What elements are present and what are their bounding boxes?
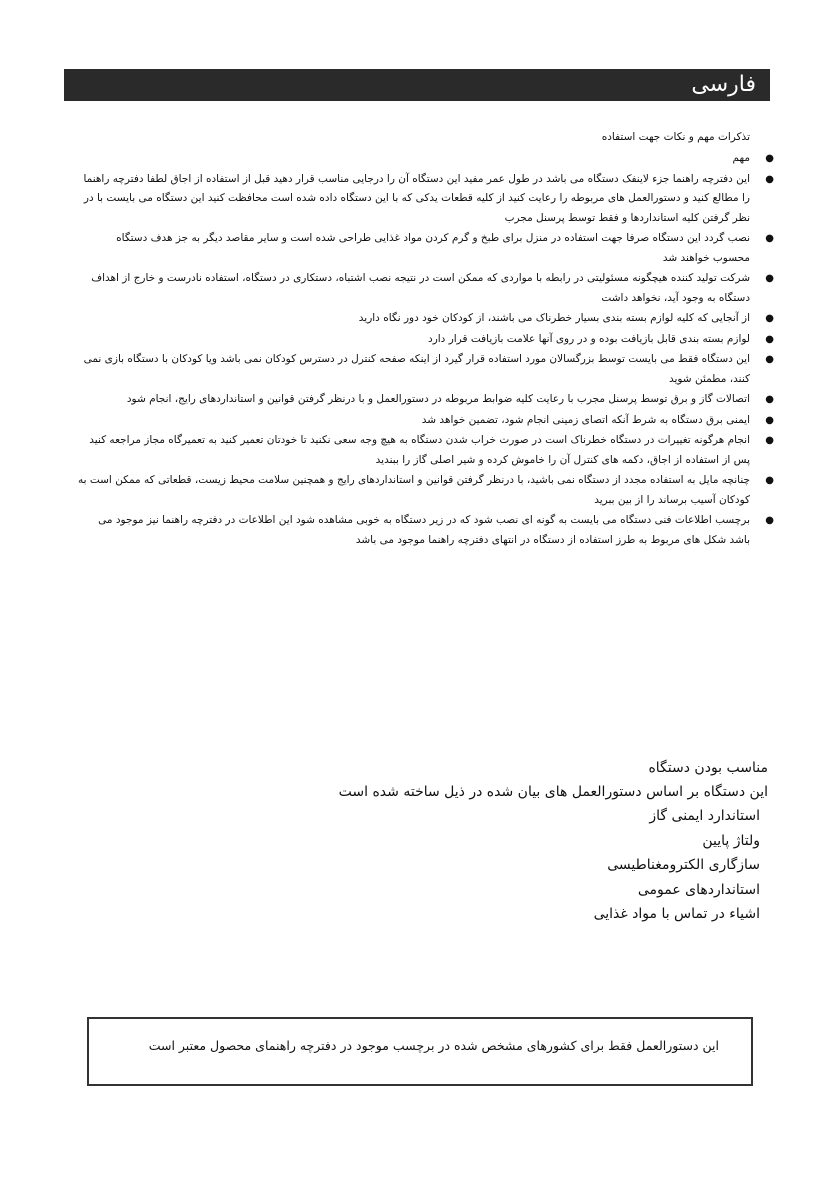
safety-instructions-list <box>76 149 776 551</box>
validity-note-text: این دستورالعمل فقط برای کشورهای مشخص شده در برچسب موجود در دفترچه راهنمای محصول معتبر است <box>148 1038 719 1053</box>
list-item: ● چنانچه مایل به استفاده مجدد از دستگاه نمی باشید، با درنظر گرفتن قوانین و استانداردهای رایج و همچنین سلامت محیط زیست، قطعاتی که ممکن است به کودکان آسیب برساند را از بین ببرید <box>76 471 776 510</box>
list-item: ● برچسب اطلاعات فنی دستگاه می بایست به گونه ای نصب شود که در زیر دستگاه به خوبی مشاهده شود این اطلاعات در دفترچه راهنما نیز موجود می باشد شکل های مربوط به طرز استفاده از دستگاه در انتهای دفترچه راهنما موجود می باشد <box>76 511 776 550</box>
conformity-title: مناسب بودن دستگاه <box>648 760 768 776</box>
list-item: ● شرکت تولید کننده هیچگونه مسئولیتی در رابطه با مواردی که ممکن است در نتیجه نصب اشتباه، دستکاری در دستگاه، استفاده نادرست و خارج از اهداف دستگاه به وجود آید، نخواهد داشت <box>76 269 776 308</box>
list-item: ● این دفترچه راهنما جزء لاینفک دستگاه می باشد در طول عمر مفید این دستگاه آن را درجایی مناسب قرار دهید قبل از استفاده از اجاق لطفا دفترچه راهنما را مطالع کنید و دستورالعمل های مربوطه را رعایت کنید از کلیه قطعات یدکی که با این دستگاه داده شده است محافظت کنید این دستگاه می بایست با در نظر گرفتن کلیه استانداردها و فقط توسط پرسنل مجرب <box>76 170 776 229</box>
list-item: ● لوازم بسته بندی قابل بازیافت بوده و در روی آنها علامت بازیافت قرار دارد <box>76 330 776 350</box>
list-item: ● نصب گردد این دستگاه صرفا جهت استفاده در منزل برای طبخ و گرم کردن مواد غذایی طراحی شده است و سایر مقاصد دیگر به جز هدف دستگاه محسوب خواهند شد <box>76 229 776 268</box>
list-item: ● انجام هرگونه تغییرات در دستگاه خطرناک است در صورت خراب شدن دستگاه به هیچ وجه سعی نکنید تا خودتان تعمیر کنید به تعمیرگاه مجاز مراجعه کنید پس از استفاده از اجاق، دکمه های کنترل آن را خاموش کرده و شیر اصلی گاز را ببندید <box>76 431 776 470</box>
list-item: ● این دستگاه فقط می بایست توسط بزرگسالان مورد استفاده قرار گیرد از اینکه صفحه کنترل در دسترس کودکان نمی باشد ویا کودکان با دستگاه بازی نمی کنند، مطمئن شوید <box>76 350 776 389</box>
validity-note-box <box>87 1017 753 1086</box>
list-item: ● از آنجایی که کلیه لوازم بسته بندی بسیار خطرناک می باشند، از کودکان خود دور نگاه دارید <box>76 309 776 329</box>
list-item: ● اتصالات گاز و برق توسط پرسنل مجرب با رعایت کلیه ضوابط مربوطه در دستورالعمل و با درنظر گرفتن قوانین و استانداردهای رایج، انجام شود <box>76 390 776 410</box>
header-title: فارسی <box>691 72 756 97</box>
intro-heading: تذکرات مهم و نکات جهت استفاده <box>601 131 750 143</box>
list-item: ● ایمنی برق دستگاه به شرط آنکه اتصای زمینی انجام شود، تضمین خواهد شد <box>76 411 776 431</box>
standard-item: ولتاژ پایین <box>702 832 760 849</box>
standard-item: استانداردهای عمومی <box>637 881 760 898</box>
list-item: ● مهم <box>76 149 776 169</box>
conformity-subtitle: این دستگاه بر اساس دستورالعمل های بیان شده در ذیل ساخته شده است <box>338 784 768 800</box>
standard-item: استاندارد ایمنی گاز <box>649 808 760 824</box>
standards-list <box>208 804 768 927</box>
language-header <box>64 69 770 101</box>
standard-item: اشیاء در تماس با مواد غذایی <box>593 906 760 922</box>
conformity-section <box>208 756 768 927</box>
standard-item: سازگاری الکترومغناطیسی <box>607 857 760 873</box>
